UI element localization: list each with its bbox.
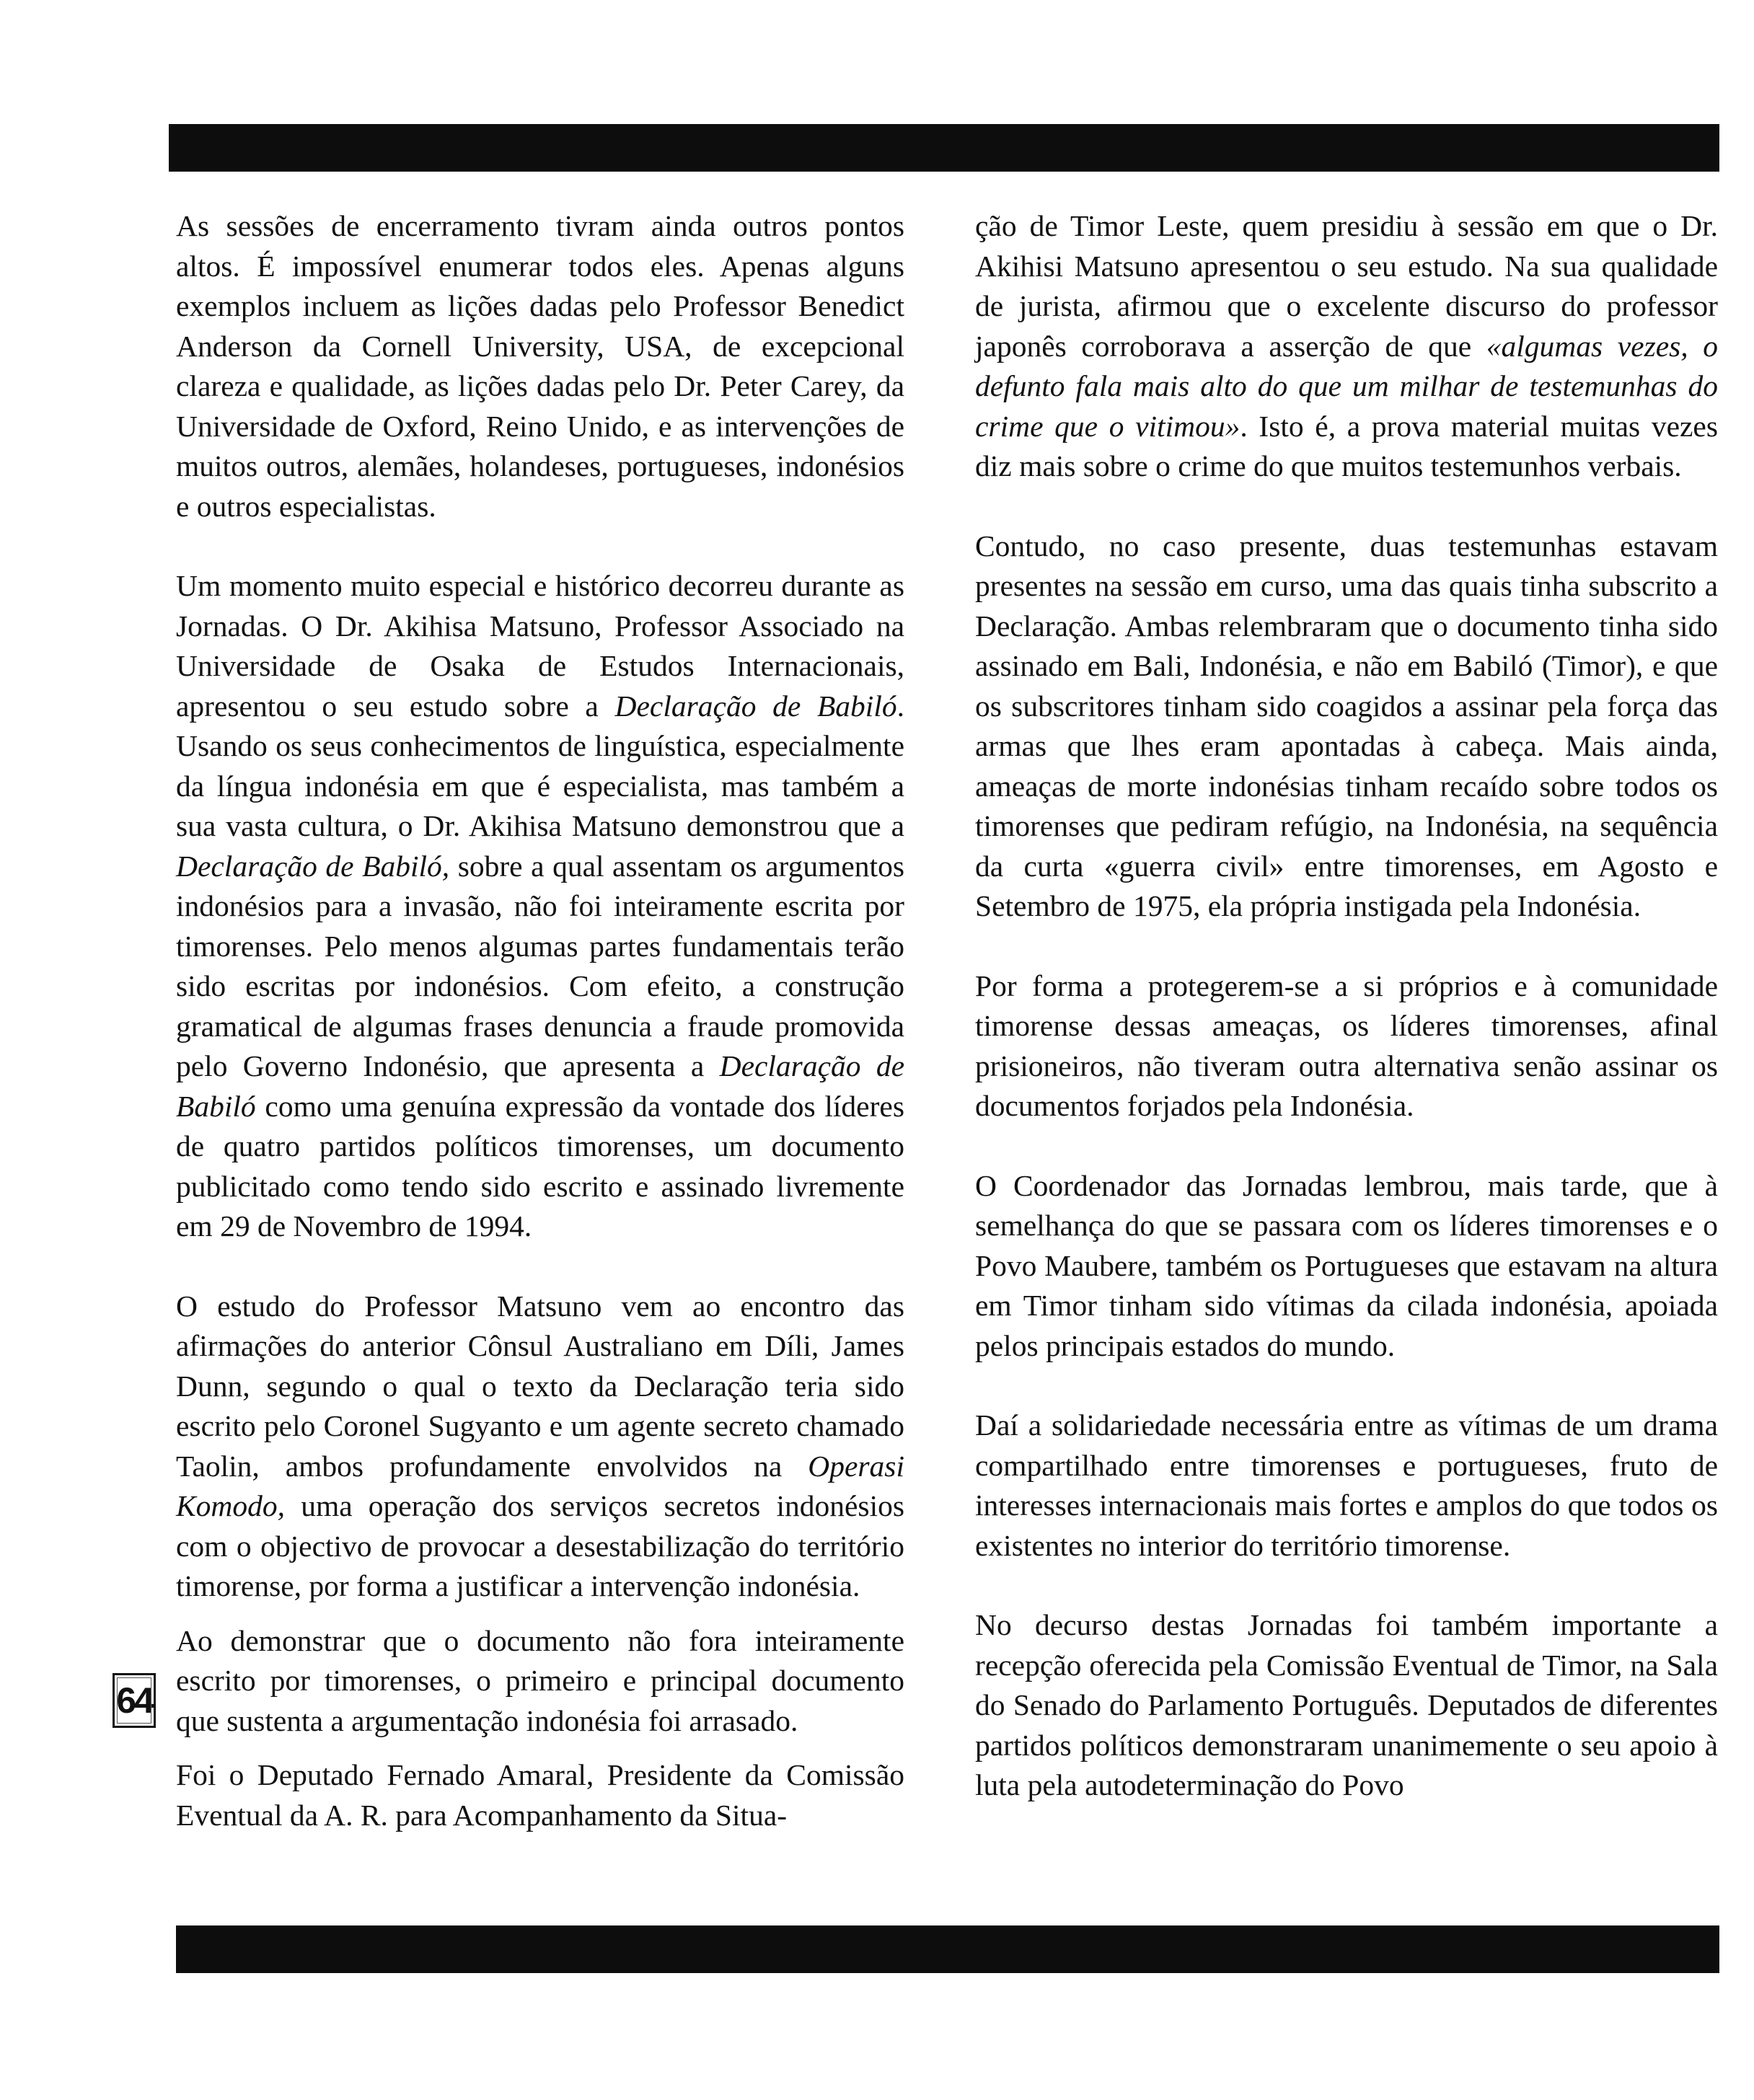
- text-run: Por forma a protegerem-se a si próprios e à comunidade timorense dessas ameaças, os líderes timorenses, afinal prisioneiros, não tiveram outra alternativa senão assinar os documentos forjados pela Indonésia.: [975, 969, 1718, 1122]
- text-run: sobre a qual assentam os argumentos indonésios para a invasão, não foi inteiramente escrita por timorenses. Pelo menos algumas partes fundamentais terão sido escritas por indonésios. Com efeito, a construção gramatical de algumas frases denuncia a fraude promovida pelo Governo Indonésio, que apresenta a: [176, 849, 904, 1082]
- paragraph: [176, 1755, 904, 1835]
- paragraph: [975, 206, 1718, 487]
- paragraph: [176, 1621, 904, 1742]
- paragraph: [176, 1287, 904, 1607]
- paragraph: [975, 1406, 1718, 1566]
- paragraph: [176, 206, 904, 526]
- page-number: 64: [113, 1673, 156, 1728]
- text-run: Ao demonstrar que o documento não fora inteiramente escrito por timorenses, o primeiro e principal documento que sustenta a argumentação indonésia foi arrasado.: [176, 1623, 904, 1737]
- text-run: Daí a solidariedade necessária entre as vítimas de um drama compartilhado entre timorenses e portugueses, fruto de interesses internacionais mais fortes e amplos do que todos os existentes no interior do território timorense.: [975, 1408, 1718, 1562]
- text-run: . Usando os seus conhecimentos de linguística, especialmente da língua indonésia em que é especialista, mas também a sua vasta cultura, o Dr. Akihisa Matsuno demonstrou que a: [176, 689, 904, 842]
- italic-title: Declaração de Babiló: [614, 689, 897, 723]
- italic-title: Declaração de Babiló: [176, 1049, 904, 1123]
- paragraph: [975, 526, 1718, 927]
- text-run: . Isto é, a prova material muitas vezes diz mais sobre o crime do que muitos testemunhos verbais.: [975, 409, 1718, 482]
- text-run: Foi o Deputado Fernado Amaral, Presidente da Comissão Eventual da A. R. para Acompanhamento da Situa-: [176, 1758, 904, 1832]
- paragraph: [975, 1605, 1718, 1806]
- text-run: como uma genuína expressão da vontade dos líderes de quatro partidos políticos timorenses, um documento publicitado como tendo sido escrito e assinado livremente em 29 de Novembro de 1994.: [176, 1089, 904, 1243]
- footer-bar: [176, 1925, 1719, 1973]
- italic-title: Declaração de Babiló,: [176, 849, 450, 883]
- italic-title: Operasi Komodo,: [176, 1449, 904, 1522]
- text-run: As sessões de encerramento tivram ainda outros pontos altos. É impossível enumerar todos eles. Apenas alguns exemplos incluem as lições dadas pelo Professor Benedict Anderson da Cornell University, USA, de excepcional clareza e qualidade, as lições dadas pelo Dr. Peter Carey, da Universidade de Oxford, Reino Unido, e as intervenções de muitos outros, alemães, holandeses, portugueses, indonésios e outros especialistas.: [176, 209, 904, 523]
- text-run: No decurso destas Jornadas foi também importante a recepção oferecida pela Comissão Eventual de Timor, na Sala do Senado do Parlamento Português. Deputados de diferentes partidos políticos demonstraram unanimemente o seu apoio à luta pela autodeterminação do Povo: [975, 1608, 1718, 1801]
- text-run: O Coordenador das Jornadas lembrou, mais tarde, que à semelhança do que se passara com os líderes timorenses e o Povo Maubere, também os Portugueses que estavam na altura em Timor tinham sido vítimas da cilada indonésia, apoiada pelos principais estados do mundo.: [975, 1168, 1718, 1362]
- text-run: Contudo, no caso presente, duas testemunhas estavam presentes na sessão em curso, uma das quais tinha subscrito a Declaração. Ambas relembraram que o documento tinha sido assinado em Bali, Indonésia, e não em Babiló (Timor), e que os subscritores tinham sido coagidos a assinar pela força das armas que lhes eram apontadas à cabeça. Mais ainda, ameaças de morte indonésias tinham recaído sobre todos os timorenses que pediram refúgio, na Indonésia, na sequência da curta «guerra civil» entre timorenses, em Agosto e Setembro de 1975, ela própria instigada pela Indonésia.: [975, 529, 1718, 922]
- paragraph: [176, 566, 904, 1247]
- right-column: [975, 206, 1718, 1806]
- paragraph: [975, 966, 1718, 1126]
- text-run: ção de Timor Leste, quem presidiu à sessão em que o Dr. Akihisi Matsuno apresentou o seu estudo. Na sua qualidade de jurista, afirmou que o excelente discurso do professor japonês corroborava a asserção de que: [975, 209, 1718, 363]
- text-run: Um momento muito especial e histórico decorreu durante as Jornadas. O Dr. Akihisa Matsuno, Professor Associado na Universidade de Osaka de Estudos Internacionais, apresentou o seu estudo sobre a: [176, 569, 904, 723]
- left-column: [176, 206, 904, 1835]
- text-run: uma operação dos serviços secretos indonésios com o objectivo de provocar a desestabilização do território timorense, por forma a justificar a intervenção indonésia.: [176, 1489, 904, 1602]
- paragraph: [975, 1166, 1718, 1367]
- italic-quote: «algumas vezes, o defunto fala mais alto do que um milhar de testemunhas do crime que o vitimou»: [975, 329, 1719, 443]
- header-bar: [169, 124, 1719, 172]
- text-run: O estudo do Professor Matsuno vem ao encontro das afirmações do anterior Cônsul Australiano em Díli, James Dunn, segundo o qual o texto da Declaração teria sido escrito pelo Coronel Sugyanto e um agente secreto chamado Taolin, ambos profundamente envolvidos na: [176, 1289, 904, 1483]
